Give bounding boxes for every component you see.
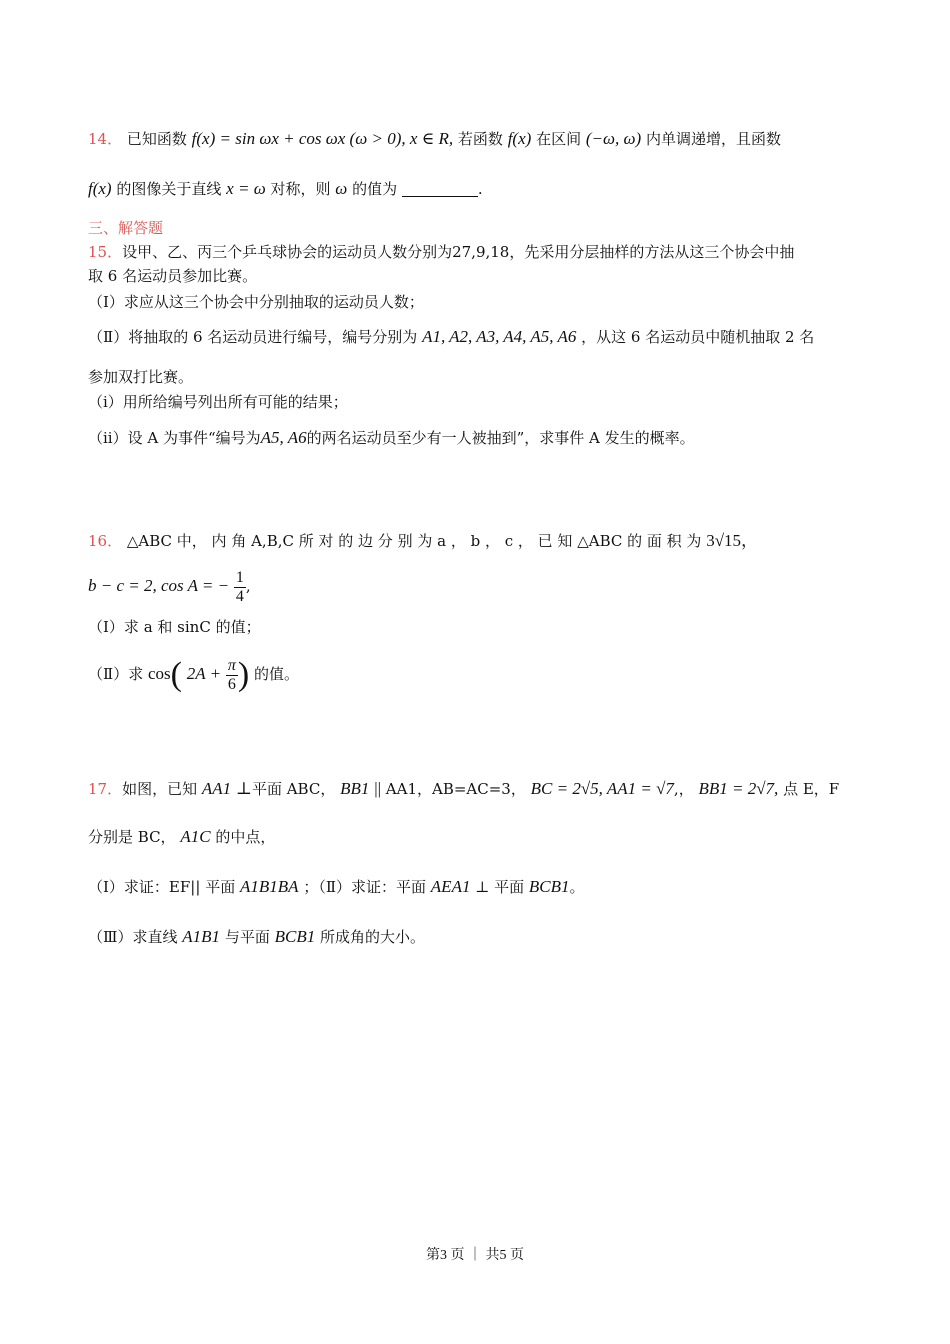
q14-text: 在区间 bbox=[536, 130, 582, 148]
fraction-denominator: 6 bbox=[227, 675, 236, 693]
q16-inner: 2A + bbox=[186, 664, 222, 683]
q16-text: 的值。 bbox=[253, 665, 299, 683]
q17-a1c: A1C bbox=[180, 827, 211, 846]
q16-line1 bbox=[88, 530, 758, 552]
q14-line1 bbox=[88, 128, 781, 150]
q15-text: （ii）设 A 为事件“编号为 bbox=[88, 429, 261, 447]
q15-sub2 bbox=[88, 427, 695, 449]
q17-text: 的中点， bbox=[215, 828, 276, 846]
q14-function: f(x) = sin ωx + cos ωx (ω > 0), x ∈ R, bbox=[191, 129, 454, 148]
q16-number: 16． bbox=[88, 532, 123, 550]
q14-line2 bbox=[88, 178, 483, 200]
q16-cos: cos bbox=[147, 664, 171, 683]
q14-fx: f(x) bbox=[507, 129, 532, 148]
left-paren: ( bbox=[170, 656, 182, 693]
q17-text: ⊥ 平面 bbox=[475, 878, 525, 896]
q17-text: 平面 ABC， bbox=[251, 780, 336, 798]
q16-part2 bbox=[88, 652, 299, 696]
section-title: 三、解答题 bbox=[88, 219, 164, 237]
q17-perp: ⊥ bbox=[235, 779, 252, 798]
q15-ids: A1, A2, A3, A4, A5, A6 bbox=[422, 327, 577, 346]
fraction-pi-over-six bbox=[226, 657, 238, 694]
q17-text: （Ⅲ）求直线 bbox=[88, 928, 178, 946]
right-paren: ) bbox=[237, 656, 250, 693]
q16-text: （Ⅱ）求 bbox=[88, 665, 144, 683]
q17-aa1: AA1 bbox=[201, 779, 232, 798]
q14-text: 已知函数 bbox=[126, 130, 187, 148]
q15-part1: （Ⅰ）求应从这三个协会中分别抽取的运动员人数； bbox=[88, 293, 424, 311]
q15-line2: 取 6 名运动员参加比赛。 bbox=[88, 267, 258, 285]
q14-equation: x = ω bbox=[226, 179, 266, 198]
q14-text: 的值为 bbox=[352, 180, 398, 198]
q17-text: 平面 bbox=[205, 878, 236, 896]
q17-part1 bbox=[88, 876, 585, 898]
q17-line1 bbox=[88, 778, 839, 800]
q17-text: 点 E，F bbox=[783, 780, 840, 798]
page-footer: 第3 页 ｜ 共5 页 bbox=[426, 1248, 524, 1263]
q16-text: △ABC 中， 内 角 A,B,C 所 对 的 边 分 别 为 a ， b ， c ， 已 知 △ABC 的 面 积 为 bbox=[126, 532, 702, 550]
q17-text: 分别是 BC， bbox=[88, 828, 176, 846]
q17-text: 所成角的大小。 bbox=[320, 928, 426, 946]
q15-line1 bbox=[88, 241, 794, 263]
q17-plane: AEA1 bbox=[430, 877, 471, 896]
q14-text: 内单调递增，且函数 bbox=[645, 130, 781, 148]
answer-blank bbox=[402, 182, 478, 197]
q17-bb1eq: BB1 = 2√7, bbox=[698, 779, 779, 798]
q17-number: 17． bbox=[88, 780, 123, 798]
q15-part2-cont: 参加双打比赛。 bbox=[88, 368, 194, 386]
q16-text: , bbox=[245, 577, 251, 595]
q17-plane: A1B1BA bbox=[239, 877, 299, 896]
q17-bc: BC = 2√5, AA1 = √7 bbox=[530, 779, 674, 798]
q16-part1: （Ⅰ）求 a 和 sinC 的值； bbox=[88, 618, 261, 636]
q15-number: 15． bbox=[88, 243, 123, 261]
q17-line2 bbox=[88, 826, 275, 848]
q14-omega: ω bbox=[335, 179, 348, 198]
q17-text: ,， bbox=[673, 780, 694, 798]
fraction-numerator: π bbox=[227, 656, 236, 674]
q17-text: 如图，已知 bbox=[122, 780, 198, 798]
q17-line-a1b1: A1B1 bbox=[182, 927, 221, 946]
q15-sub1: （i）用所给编号列出所有可能的结果； bbox=[88, 393, 348, 411]
q17-bb1: BB1 bbox=[340, 779, 370, 798]
q16-condition: b − c = 2, cos A = − bbox=[88, 576, 230, 595]
q17-text: ；（Ⅱ）求证：平面 bbox=[303, 878, 427, 896]
q15-part2 bbox=[88, 326, 814, 348]
q17-text: 。 bbox=[569, 878, 585, 896]
q15-text: 的两名运动员至少有一人被抽到”，求事件 A 发生的概率。 bbox=[306, 429, 695, 447]
q16-area: 3√15， bbox=[706, 531, 759, 550]
q14-number: 14． bbox=[88, 130, 123, 148]
q14-text: 对称，则 bbox=[270, 180, 331, 198]
q17-part3 bbox=[88, 926, 425, 948]
q17-text: AA1，AB=AC=3， bbox=[385, 780, 526, 798]
q15-text: 设甲、乙、丙三个乒乓球协会的运动员人数分别为27,9,18，先采用分层抽样的方法从这三个协会中抽 bbox=[122, 243, 795, 261]
q17-text: 与平面 bbox=[224, 928, 270, 946]
q14-text: 若函数 bbox=[457, 130, 503, 148]
q16-conditions bbox=[88, 566, 251, 606]
q14-text: . bbox=[477, 180, 483, 198]
q15-text: ，从这 6 名运动员中随机抽取 2 名 bbox=[581, 328, 815, 346]
q17-plane: BCB1 bbox=[528, 877, 570, 896]
q15-text: （Ⅱ）将抽取的 6 名运动员进行编号，编号分别为 bbox=[88, 328, 418, 346]
q14-fx: f(x) bbox=[88, 179, 112, 198]
q15-ids: A5, A6 bbox=[260, 428, 307, 447]
q17-plane: BCB1 bbox=[274, 927, 316, 946]
fraction-numerator: 1 bbox=[235, 568, 244, 586]
fraction-one-quarter bbox=[234, 569, 246, 606]
q14-text: 的图像关于直线 bbox=[116, 180, 222, 198]
q17-parallel: || bbox=[374, 779, 381, 798]
q14-interval: (−ω, ω) bbox=[585, 129, 642, 148]
q17-text: （Ⅰ）求证：EF|| bbox=[88, 878, 201, 896]
fraction-denominator: 4 bbox=[235, 587, 244, 605]
